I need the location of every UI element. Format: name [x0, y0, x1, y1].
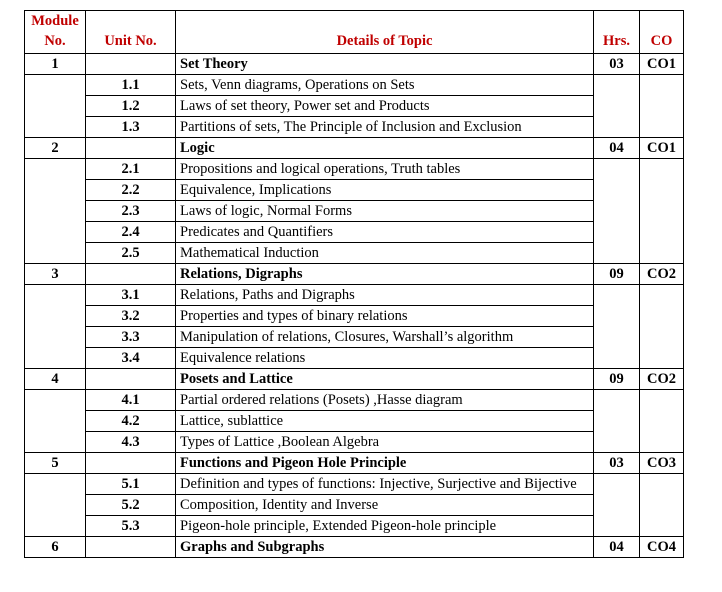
module-row	[25, 54, 684, 75]
unit-row	[25, 390, 684, 411]
unit-number: 2.2	[86, 180, 176, 201]
unit-topic: Laws of logic, Normal Forms	[176, 201, 594, 222]
unit-number: 3.3	[86, 327, 176, 348]
module-number: 3	[25, 264, 86, 285]
module-unit-empty	[86, 537, 176, 558]
module-unit-empty	[86, 264, 176, 285]
unit-number: 5.1	[86, 474, 176, 495]
module-unit-empty	[86, 369, 176, 390]
hours-spacer	[594, 390, 640, 453]
co-spacer	[640, 285, 684, 369]
unit-row	[25, 411, 684, 432]
unit-number: 1.2	[86, 96, 176, 117]
unit-row	[25, 159, 684, 180]
module-spacer	[25, 285, 86, 369]
module-title: Graphs and Subgraphs	[176, 537, 594, 558]
unit-topic: Partial ordered relations (Posets) ,Hasse diagram	[176, 390, 594, 411]
unit-number: 2.3	[86, 201, 176, 222]
unit-topic: Laws of set theory, Power set and Products	[176, 96, 594, 117]
unit-number: 2.4	[86, 222, 176, 243]
unit-number: 5.2	[86, 495, 176, 516]
co-spacer	[640, 75, 684, 138]
header-hrs: Hrs.	[594, 11, 640, 54]
unit-number: 4.2	[86, 411, 176, 432]
unit-row	[25, 495, 684, 516]
module-co: CO3	[640, 453, 684, 474]
module-hours: 09	[594, 369, 640, 390]
unit-topic: Relations, Paths and Digraphs	[176, 285, 594, 306]
module-number: 6	[25, 537, 86, 558]
module-hours: 04	[594, 537, 640, 558]
unit-row	[25, 180, 684, 201]
module-title: Functions and Pigeon Hole Principle	[176, 453, 594, 474]
module-unit-empty	[86, 138, 176, 159]
module-co: CO4	[640, 537, 684, 558]
module-co: CO1	[640, 54, 684, 75]
unit-row	[25, 474, 684, 495]
module-number: 5	[25, 453, 86, 474]
hours-spacer	[594, 474, 640, 537]
unit-topic: Mathematical Induction	[176, 243, 594, 264]
unit-row	[25, 432, 684, 453]
unit-number: 3.2	[86, 306, 176, 327]
hours-spacer	[594, 159, 640, 264]
unit-number: 5.3	[86, 516, 176, 537]
hours-spacer	[594, 285, 640, 369]
module-title: Relations, Digraphs	[176, 264, 594, 285]
unit-topic: Types of Lattice ,Boolean Algebra	[176, 432, 594, 453]
unit-row	[25, 117, 684, 138]
module-title: Set Theory	[176, 54, 594, 75]
unit-topic: Sets, Venn diagrams, Operations on Sets	[176, 75, 594, 96]
unit-topic: Lattice, sublattice	[176, 411, 594, 432]
unit-number: 4.3	[86, 432, 176, 453]
unit-row	[25, 222, 684, 243]
header-co: CO	[640, 11, 684, 54]
header-unit: Unit No.	[86, 11, 176, 54]
unit-row	[25, 201, 684, 222]
unit-row	[25, 285, 684, 306]
module-spacer	[25, 390, 86, 453]
table-body	[25, 54, 684, 558]
module-spacer	[25, 474, 86, 537]
module-hours: 04	[594, 138, 640, 159]
module-spacer	[25, 159, 86, 264]
unit-topic: Equivalence relations	[176, 348, 594, 369]
syllabus-table	[24, 10, 684, 558]
module-row	[25, 453, 684, 474]
co-spacer	[640, 159, 684, 264]
module-number: 1	[25, 54, 86, 75]
module-row	[25, 537, 684, 558]
module-number: 4	[25, 369, 86, 390]
unit-topic: Pigeon-hole principle, Extended Pigeon-hole principle	[176, 516, 594, 537]
co-spacer	[640, 390, 684, 453]
module-number: 2	[25, 138, 86, 159]
unit-number: 4.1	[86, 390, 176, 411]
module-unit-empty	[86, 453, 176, 474]
unit-topic: Predicates and Quantifiers	[176, 222, 594, 243]
unit-number: 1.3	[86, 117, 176, 138]
module-co: CO2	[640, 264, 684, 285]
unit-row	[25, 306, 684, 327]
module-title: Posets and Lattice	[176, 369, 594, 390]
module-hours: 03	[594, 54, 640, 75]
unit-row	[25, 75, 684, 96]
module-hours: 03	[594, 453, 640, 474]
unit-topic: Manipulation of relations, Closures, Warshall’s algorithm	[176, 327, 594, 348]
unit-topic: Definition and types of functions: Injective, Surjective and Bijective	[176, 474, 594, 495]
unit-number: 2.1	[86, 159, 176, 180]
unit-number: 3.4	[86, 348, 176, 369]
unit-row	[25, 516, 684, 537]
unit-topic: Propositions and logical operations, Truth tables	[176, 159, 594, 180]
module-hours: 09	[594, 264, 640, 285]
unit-topic: Composition, Identity and Inverse	[176, 495, 594, 516]
module-co: CO1	[640, 138, 684, 159]
unit-topic: Properties and types of binary relations	[176, 306, 594, 327]
header-topic: Details of Topic	[176, 11, 594, 54]
unit-row	[25, 327, 684, 348]
unit-row	[25, 243, 684, 264]
module-row	[25, 138, 684, 159]
module-row	[25, 369, 684, 390]
header-row	[25, 11, 684, 54]
module-co: CO2	[640, 369, 684, 390]
unit-topic: Partitions of sets, The Principle of Inclusion and Exclusion	[176, 117, 594, 138]
hours-spacer	[594, 75, 640, 138]
module-spacer	[25, 75, 86, 138]
unit-number: 1.1	[86, 75, 176, 96]
module-row	[25, 264, 684, 285]
unit-number: 3.1	[86, 285, 176, 306]
unit-row	[25, 96, 684, 117]
unit-number: 2.5	[86, 243, 176, 264]
module-unit-empty	[86, 54, 176, 75]
unit-row	[25, 348, 684, 369]
header-module: Module No.	[25, 11, 86, 54]
unit-topic: Equivalence, Implications	[176, 180, 594, 201]
co-spacer	[640, 474, 684, 537]
module-title: Logic	[176, 138, 594, 159]
